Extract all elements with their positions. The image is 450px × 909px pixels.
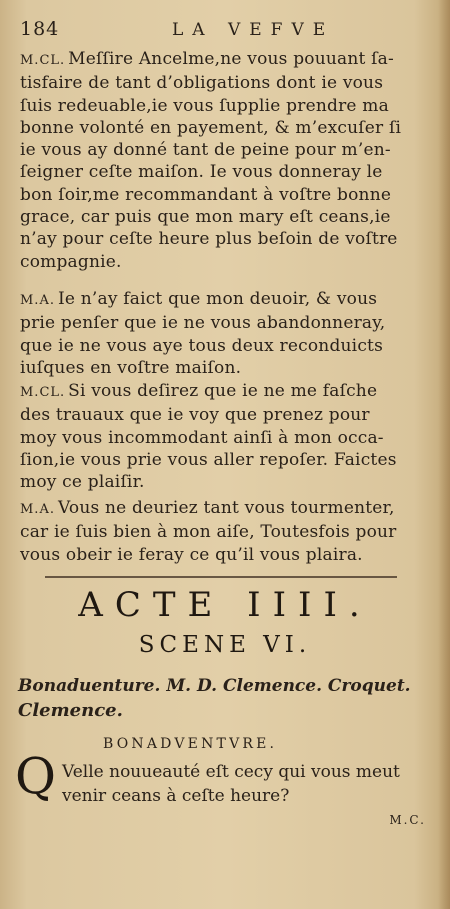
text-line: bon ſoir,me recommandant à voſtre bonne	[20, 184, 392, 205]
act-title: ACTE IIII.	[78, 585, 372, 625]
section-divider	[45, 576, 397, 578]
scene-title: SCENE VI.	[138, 632, 312, 658]
speaker-label: M.A.	[20, 293, 55, 308]
text-line: ſion,ie vous prie vous aller repoſer. Faictes	[20, 449, 397, 470]
drop-cap: Q	[15, 747, 56, 805]
text-line: prie penſer que ie ne vous abandonneray,	[20, 313, 386, 334]
paragraph-1	[20, 48, 430, 273]
page-number: 184	[20, 18, 60, 40]
text-line: que ie ne vous aye tous deux reconduicts	[20, 335, 383, 356]
running-head	[20, 18, 430, 44]
text-line: ſeigner ceſte maiſon. Ie vous donneray le	[20, 162, 383, 183]
text-line: Velle nouueauté eſt cecy qui vous meut	[62, 762, 400, 782]
paragraph-2	[20, 288, 430, 379]
speaker-label: M.CL.	[20, 385, 66, 400]
catchword: M.C.	[389, 813, 426, 827]
text-line: n’ay pour ceſte heure plus beſoin de voſtre	[20, 229, 398, 250]
running-title: LA VEFVE	[172, 20, 335, 40]
speaker-heading: BONADVENTVRE.	[103, 736, 278, 752]
paragraph-4	[20, 497, 430, 566]
text-line: M.A. Vous ne deuriez tant vous tourmenter,	[20, 498, 395, 518]
text-line: iuſques en voſtre maiſon.	[20, 357, 242, 378]
text-line: compagnie.	[20, 251, 122, 272]
page-edge-shadow	[438, 0, 450, 909]
scene-characters: Bonaduenture. M. D. Clemence. Croquet.	[18, 676, 411, 696]
text-line: vous obeir ie feray ce qu’il vous plaira.	[20, 544, 363, 565]
speaker-label: M.A.	[20, 502, 55, 517]
text-line: moy vous incommodant ainſi à mon occa-	[20, 427, 384, 448]
text-line: des trauaux que ie voy que prenez pour	[20, 405, 370, 426]
text-line: bonne volonté en payement, & m’excuſer ſi	[20, 117, 402, 138]
text-line: moy ce plaiſir.	[20, 472, 145, 493]
text-line: M.A. Ie n’ay faict que mon deuoir, & vous	[20, 289, 378, 309]
text-line: grace, car puis que mon mary eſt ceans,ie	[20, 207, 391, 228]
speaker-label: M.CL.	[20, 53, 66, 68]
text-line: M.CL. Si vous deſirez que ie ne me faſche	[20, 381, 378, 401]
text-line: car ie ſuis bien à mon aiſe, Toutesfois pour	[20, 522, 397, 543]
text-line: tisfaire de tant d’obligations dont ie vous	[20, 73, 384, 94]
scene-characters-continued: Clemence.	[18, 700, 123, 721]
text-line: venir ceans à ceſte heure?	[62, 786, 290, 806]
text-line: ie vous ay donné tant de peine pour m’en-	[20, 140, 391, 161]
paragraph-3	[20, 380, 430, 493]
text-line: M.CL. Meſſire Ancelme,ne vous pouuant ſa-	[20, 49, 394, 69]
text-line: ſuis redeuable,ie vous ſupplie prendre ma	[20, 95, 389, 116]
